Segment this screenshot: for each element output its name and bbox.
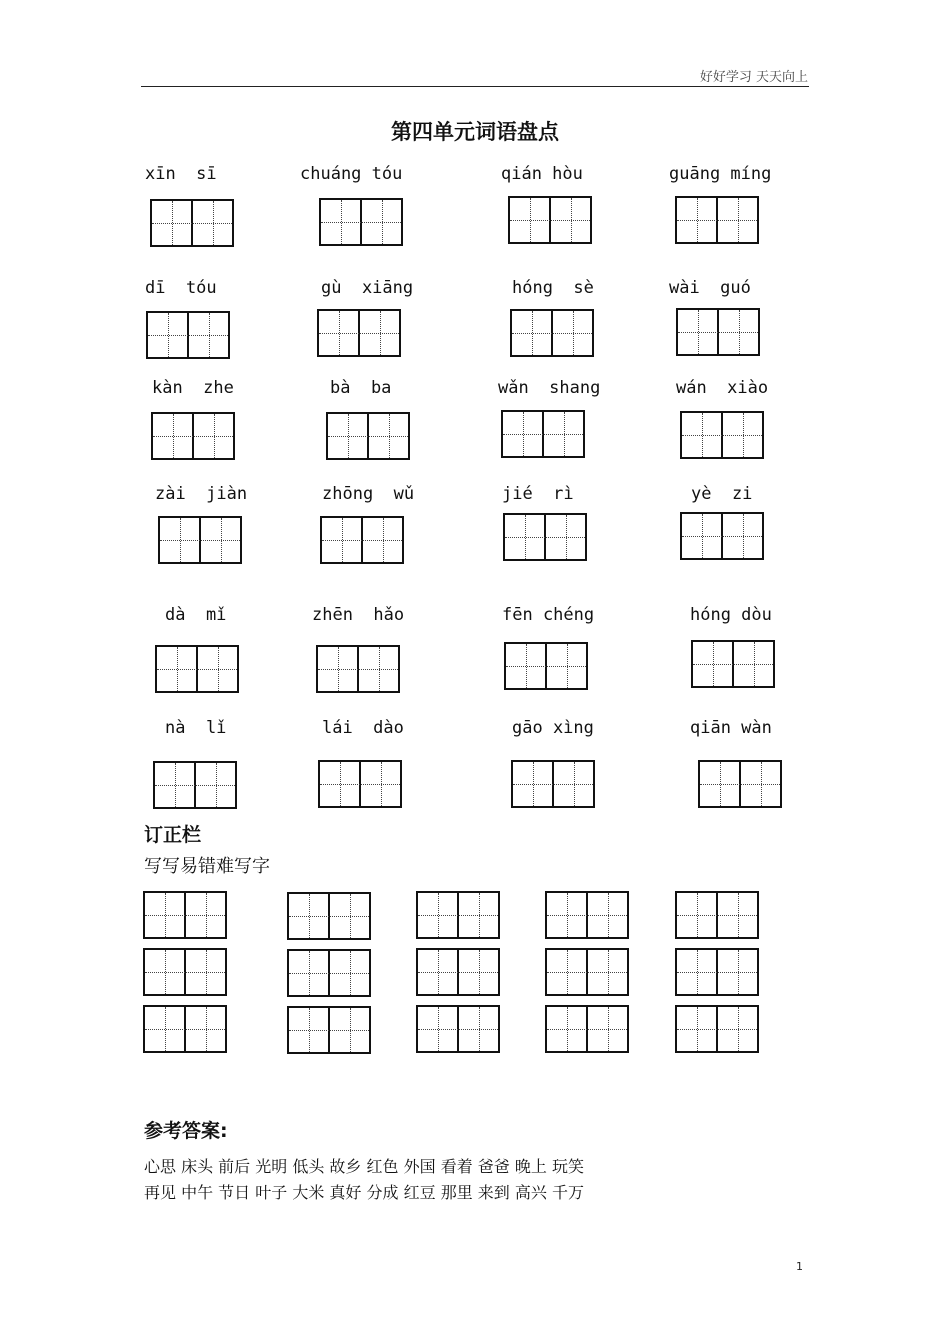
word-writing-box[interactable] <box>158 516 242 564</box>
word-writing-box[interactable] <box>501 410 585 458</box>
word-writing-box[interactable] <box>508 196 592 244</box>
word-pinyin: wǎn shang <box>498 378 601 398</box>
word-writing-box[interactable] <box>150 199 234 247</box>
correction-writing-box[interactable] <box>143 1005 227 1053</box>
correction-writing-box[interactable] <box>675 1005 759 1053</box>
correction-subtitle: 写写易错难写字 <box>144 856 270 877</box>
correction-writing-box[interactable] <box>675 891 759 939</box>
correction-writing-box[interactable] <box>143 891 227 939</box>
grid-guide-line <box>160 540 240 541</box>
word-writing-box[interactable] <box>319 198 403 246</box>
grid-guide-line <box>321 222 401 223</box>
word-pinyin: xīn sī <box>145 164 217 184</box>
word-pinyin: yè zi <box>691 484 753 504</box>
grid-guide-line <box>145 1029 225 1030</box>
correction-writing-box[interactable] <box>416 948 500 996</box>
grid-guide-line <box>152 223 232 224</box>
word-writing-box[interactable] <box>318 760 402 808</box>
correction-writing-box[interactable] <box>416 1005 500 1053</box>
word-pinyin: wài guó <box>669 278 751 298</box>
word-writing-box[interactable] <box>155 645 239 693</box>
grid-guide-line <box>677 972 757 973</box>
word-writing-box[interactable] <box>680 512 764 560</box>
answers-line-1: 心思 床头 前后 光明 低头 故乡 红色 外国 看着 爸爸 晚上 玩笑 <box>144 1157 584 1176</box>
word-writing-box[interactable] <box>153 761 237 809</box>
word-pinyin: lái dào <box>322 718 404 738</box>
grid-guide-line <box>512 333 592 334</box>
grid-guide-line <box>513 784 593 785</box>
word-pinyin: wán xiào <box>676 378 769 398</box>
grid-guide-line <box>328 436 408 437</box>
correction-writing-box[interactable] <box>416 891 500 939</box>
correction-writing-box[interactable] <box>143 948 227 996</box>
grid-guide-line <box>418 972 498 973</box>
grid-guide-line <box>145 972 225 973</box>
word-pinyin: nà lǐ <box>165 718 227 738</box>
grid-guide-line <box>157 669 237 670</box>
word-pinyin: zhōng wǔ <box>322 484 415 504</box>
word-pinyin: dī tóu <box>145 278 217 298</box>
grid-guide-line <box>547 972 627 973</box>
word-pinyin: zài jiàn <box>155 484 248 504</box>
correction-writing-box[interactable] <box>675 948 759 996</box>
grid-guide-line <box>418 1029 498 1030</box>
header-text: 好好学习 天天向上 <box>699 70 808 85</box>
grid-guide-line <box>506 666 586 667</box>
correction-title: 订正栏 <box>144 824 202 846</box>
correction-writing-box[interactable] <box>287 949 371 997</box>
word-writing-box[interactable] <box>326 412 410 460</box>
grid-guide-line <box>682 536 762 537</box>
grid-guide-line <box>289 973 369 974</box>
grid-guide-line <box>148 335 228 336</box>
correction-writing-box[interactable] <box>287 1006 371 1054</box>
word-pinyin: gāo xìng <box>512 718 594 738</box>
correction-writing-box[interactable] <box>545 948 629 996</box>
word-pinyin: bà ba <box>330 378 392 398</box>
grid-guide-line <box>700 784 780 785</box>
word-pinyin: dà mǐ <box>165 605 227 625</box>
word-writing-box[interactable] <box>511 760 595 808</box>
grid-guide-line <box>510 220 590 221</box>
word-pinyin: chuáng tóu <box>300 164 403 184</box>
grid-guide-line <box>682 435 762 436</box>
correction-writing-box[interactable] <box>287 892 371 940</box>
word-pinyin: fēn chéng <box>502 605 595 625</box>
word-writing-box[interactable] <box>675 196 759 244</box>
word-pinyin: zhēn hǎo <box>312 605 405 625</box>
word-pinyin: kàn zhe <box>152 378 234 398</box>
word-writing-box[interactable] <box>317 309 401 357</box>
grid-guide-line <box>145 915 225 916</box>
grid-guide-line <box>505 537 585 538</box>
grid-guide-line <box>322 540 402 541</box>
word-pinyin: gù xiāng <box>321 278 414 298</box>
grid-guide-line <box>547 915 627 916</box>
grid-guide-line <box>318 669 398 670</box>
grid-guide-line <box>677 915 757 916</box>
word-writing-box[interactable] <box>691 640 775 688</box>
correction-writing-box[interactable] <box>545 1005 629 1053</box>
grid-guide-line <box>289 1030 369 1031</box>
word-writing-box[interactable] <box>698 760 782 808</box>
word-writing-box[interactable] <box>680 411 764 459</box>
grid-guide-line <box>503 434 583 435</box>
word-pinyin: jié rì <box>502 484 574 504</box>
grid-guide-line <box>418 915 498 916</box>
grid-guide-line <box>289 916 369 917</box>
grid-guide-line <box>319 333 399 334</box>
correction-writing-box[interactable] <box>545 891 629 939</box>
word-writing-box[interactable] <box>503 513 587 561</box>
word-pinyin: qián hòu <box>501 164 583 184</box>
header-rule <box>141 86 809 87</box>
word-pinyin: hóng sè <box>512 278 594 298</box>
word-pinyin: hóng dòu <box>690 605 772 625</box>
answers-line-2: 再见 中午 节日 叶子 大米 真好 分成 红豆 那里 来到 高兴 千万 <box>144 1183 584 1202</box>
word-writing-box[interactable] <box>676 308 760 356</box>
word-writing-box[interactable] <box>146 311 230 359</box>
word-pinyin: guāng míng <box>669 164 772 184</box>
page-title: 第四单元词语盘点 <box>391 120 559 144</box>
grid-guide-line <box>153 436 233 437</box>
grid-guide-line <box>677 220 757 221</box>
grid-guide-line <box>320 784 400 785</box>
grid-guide-line <box>547 1029 627 1030</box>
word-writing-box[interactable] <box>320 516 404 564</box>
grid-guide-line <box>677 1029 757 1030</box>
page-number: 1 <box>796 1260 803 1273</box>
word-pinyin: qiān wàn <box>690 718 772 738</box>
word-writing-box[interactable] <box>316 645 400 693</box>
answers-title: 参考答案: <box>144 1120 228 1142</box>
grid-guide-line <box>678 332 758 333</box>
word-writing-box[interactable] <box>151 412 235 460</box>
word-writing-box[interactable] <box>504 642 588 690</box>
word-writing-box[interactable] <box>510 309 594 357</box>
grid-guide-line <box>693 664 773 665</box>
grid-guide-line <box>155 785 235 786</box>
